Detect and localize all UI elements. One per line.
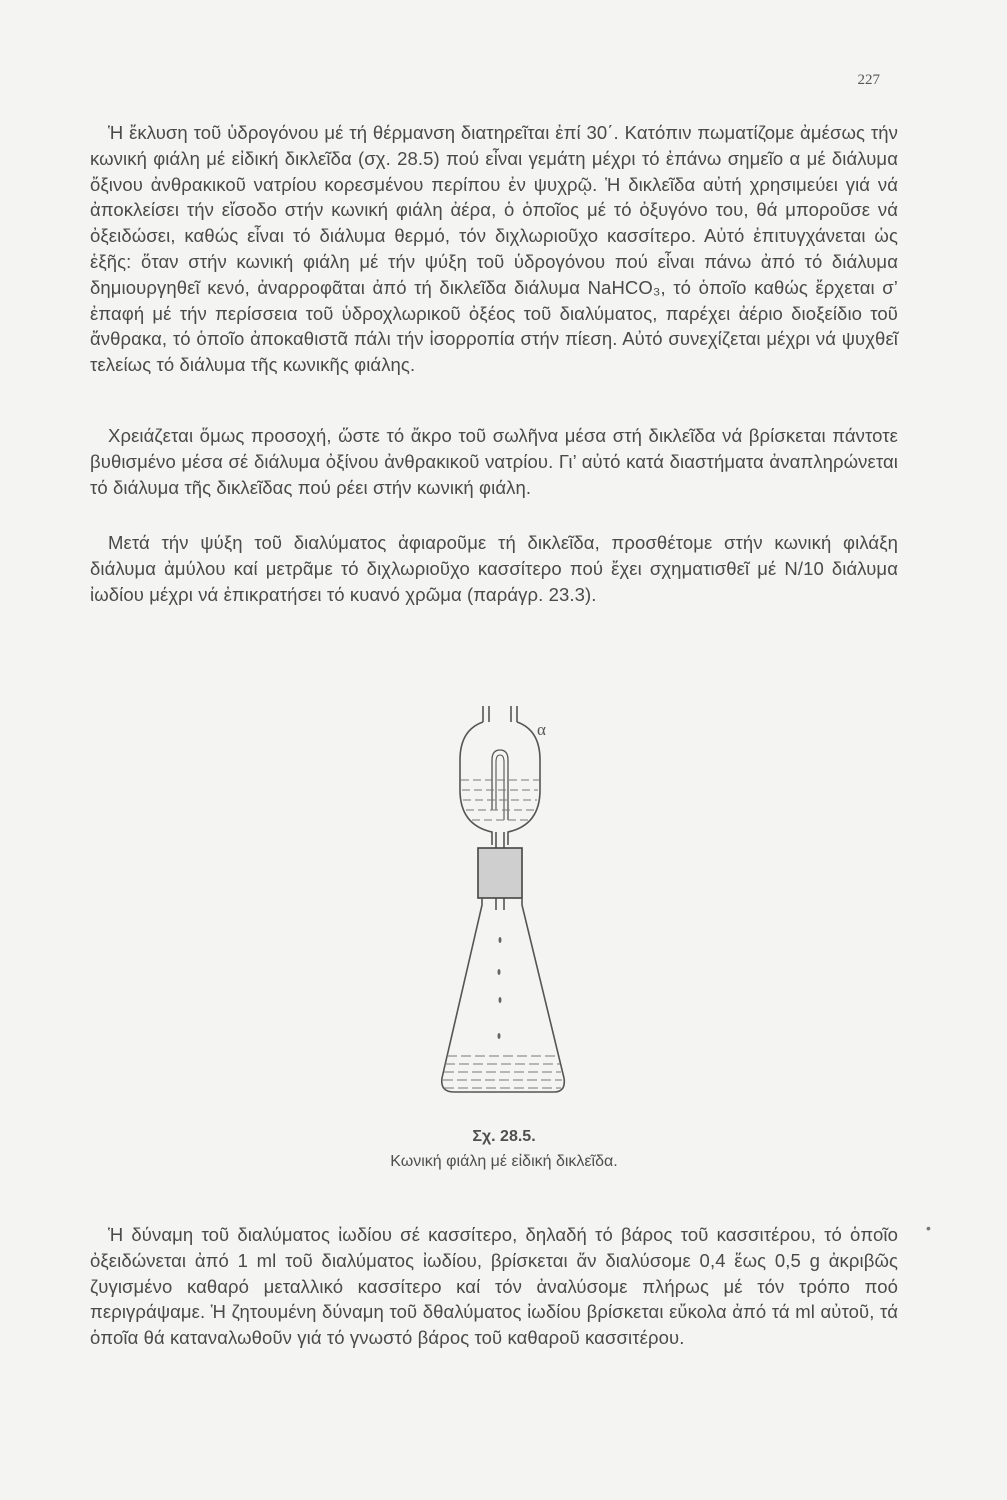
paragraph-1: Ἡ ἔκλυση τοῦ ὑδρογόνου μέ τή θέρμανση διατηρεῖται ἐπί 30΄. Κατόπιν πωματίζομε ἀμέσως τήν κωνική φιάλη μέ εἰδική δικλεῖδα (σχ. 28.5) πού εἶναι γεμάτη μέχρι τό ἐπάνω σημεῖο α μέ διάλυμα ὄξινου ἀνθρακικοῦ νατρίου κορεσμένου περίπου ἐν ψυχρῷ. Ἡ δικλεῖδα αὐτή χρησιμεύει γιά νά ἀποκλείσει τήν εἴσοδο στήν κωνική φιάλη ἀέρα, ὁ ὁποῖος μέ τό ὀξυγόνο του, θά μποροῦσε νά ὀξειδώσει, καθώς εἶναι τό διάλυμα θερμό, τόν διχλωριοῦχο κασσίτερο. Αὐτό ἐπιτυγχάνεται ὡς ἑξῆς: ὅταν στήν κωνική φιάλη μέ τήν ψύξη τοῦ ὑδρογόνου πού εἶναι πάνω ἀπό τό διάλυμα δημιουργηθεῖ κενό, ἀναρροφᾶται ἀπό τή δικλεῖδα διάλυμα NaHCO₃, τό ὁποῖο καθώς ἔρχεται σ’ ἐπαφή μέ τήν περίσσεια τοῦ ὑδροχλωρικοῦ ὀξέος τοῦ διαλύματος, παρέχει ἀέριο διοξείδιο τοῦ ἄνθρακα, τό ὁποῖο ἀποκαθιστᾶ πάλι τήν ἰσορροπία στήν πίεση. Αὐτό συνεχίζεται μέχρι νά ψυχθεῖ τελείως τό διάλυμα τῆς κωνικῆς φιάλης.	[90, 122, 898, 376]
paragraph-3: Μετά τήν ψύξη τοῦ διαλύματος ἀφιαροῦμε τή δικλεῖδα, προσθέτομε στήν κωνική φιλάξη διάλυμα ἀμύλου καί μετρᾶμε τό διχλωριοῦχο κασσίτερο πού ἔχει σχηματισθεῖ μέ N/10 διάλυμα ἰωδίου μέχρι νά ἐπικρατήσει τό κυανό χρῶμα (παράγρ. 23.3).	[90, 532, 898, 605]
conical-flask-icon	[430, 700, 580, 1110]
flask-figure	[430, 700, 580, 1110]
page-number: 227	[857, 72, 880, 88]
paragraph-2: Χρειάζεται ὅμως προσοχή, ὥστε τό ἄκρο τοῦ σωλῆνα μέσα στή δικλεῖδα νά βρίσκεται πάντοτε βυθισμένο μέσα σέ διάλυμα ὀξίνου ἀνθρακικοῦ νατρίου. Γι’ αὐτό κατά διαστήματα ἀναπληρώνεται τό διάλυμα τῆς δικλεῖδας πού ρέει στήν κωνική φιάλη.	[90, 425, 898, 498]
figure-number: Σχ. 28.5.	[472, 1128, 536, 1145]
paragraph-4: Ἡ δύναμη τοῦ διαλύματος ἰωδίου σέ κασσίτερο, δηλαδή τό βάρος τοῦ κασσιτέρου, τό ὁποῖο ὀξειδώνεται ἀπό 1 ml τοῦ διαλύματος ἰωδίου, βρίσκεται ἄν διαλύσομε 0,4 ἕως 0,5 g ἀκριβῶς ζυγισμένο καθαρό μεταλλικό κασσίτερο καί τόν ἀναλύσομε πλήρως μέ τόν τρόπο ποό περιγράψαμε. Ἡ ζητουμένη δύναμη τοῦ δθαλύματος ἰωδίου βρίσκεται εὔκολα ἀπό τά ml αὐτοῦ, τά ὁποῖα θά καταναλωθοῦν γιά τό γνωστό βάρος τοῦ καθαροῦ κασσιτέρου.	[90, 1224, 898, 1349]
margin-mark: •	[926, 1220, 931, 1236]
figure-label-a: α	[537, 720, 546, 739]
figure-caption: Κωνική φιάλη μέ εἰδική δικλεῖδα.	[390, 1153, 618, 1170]
